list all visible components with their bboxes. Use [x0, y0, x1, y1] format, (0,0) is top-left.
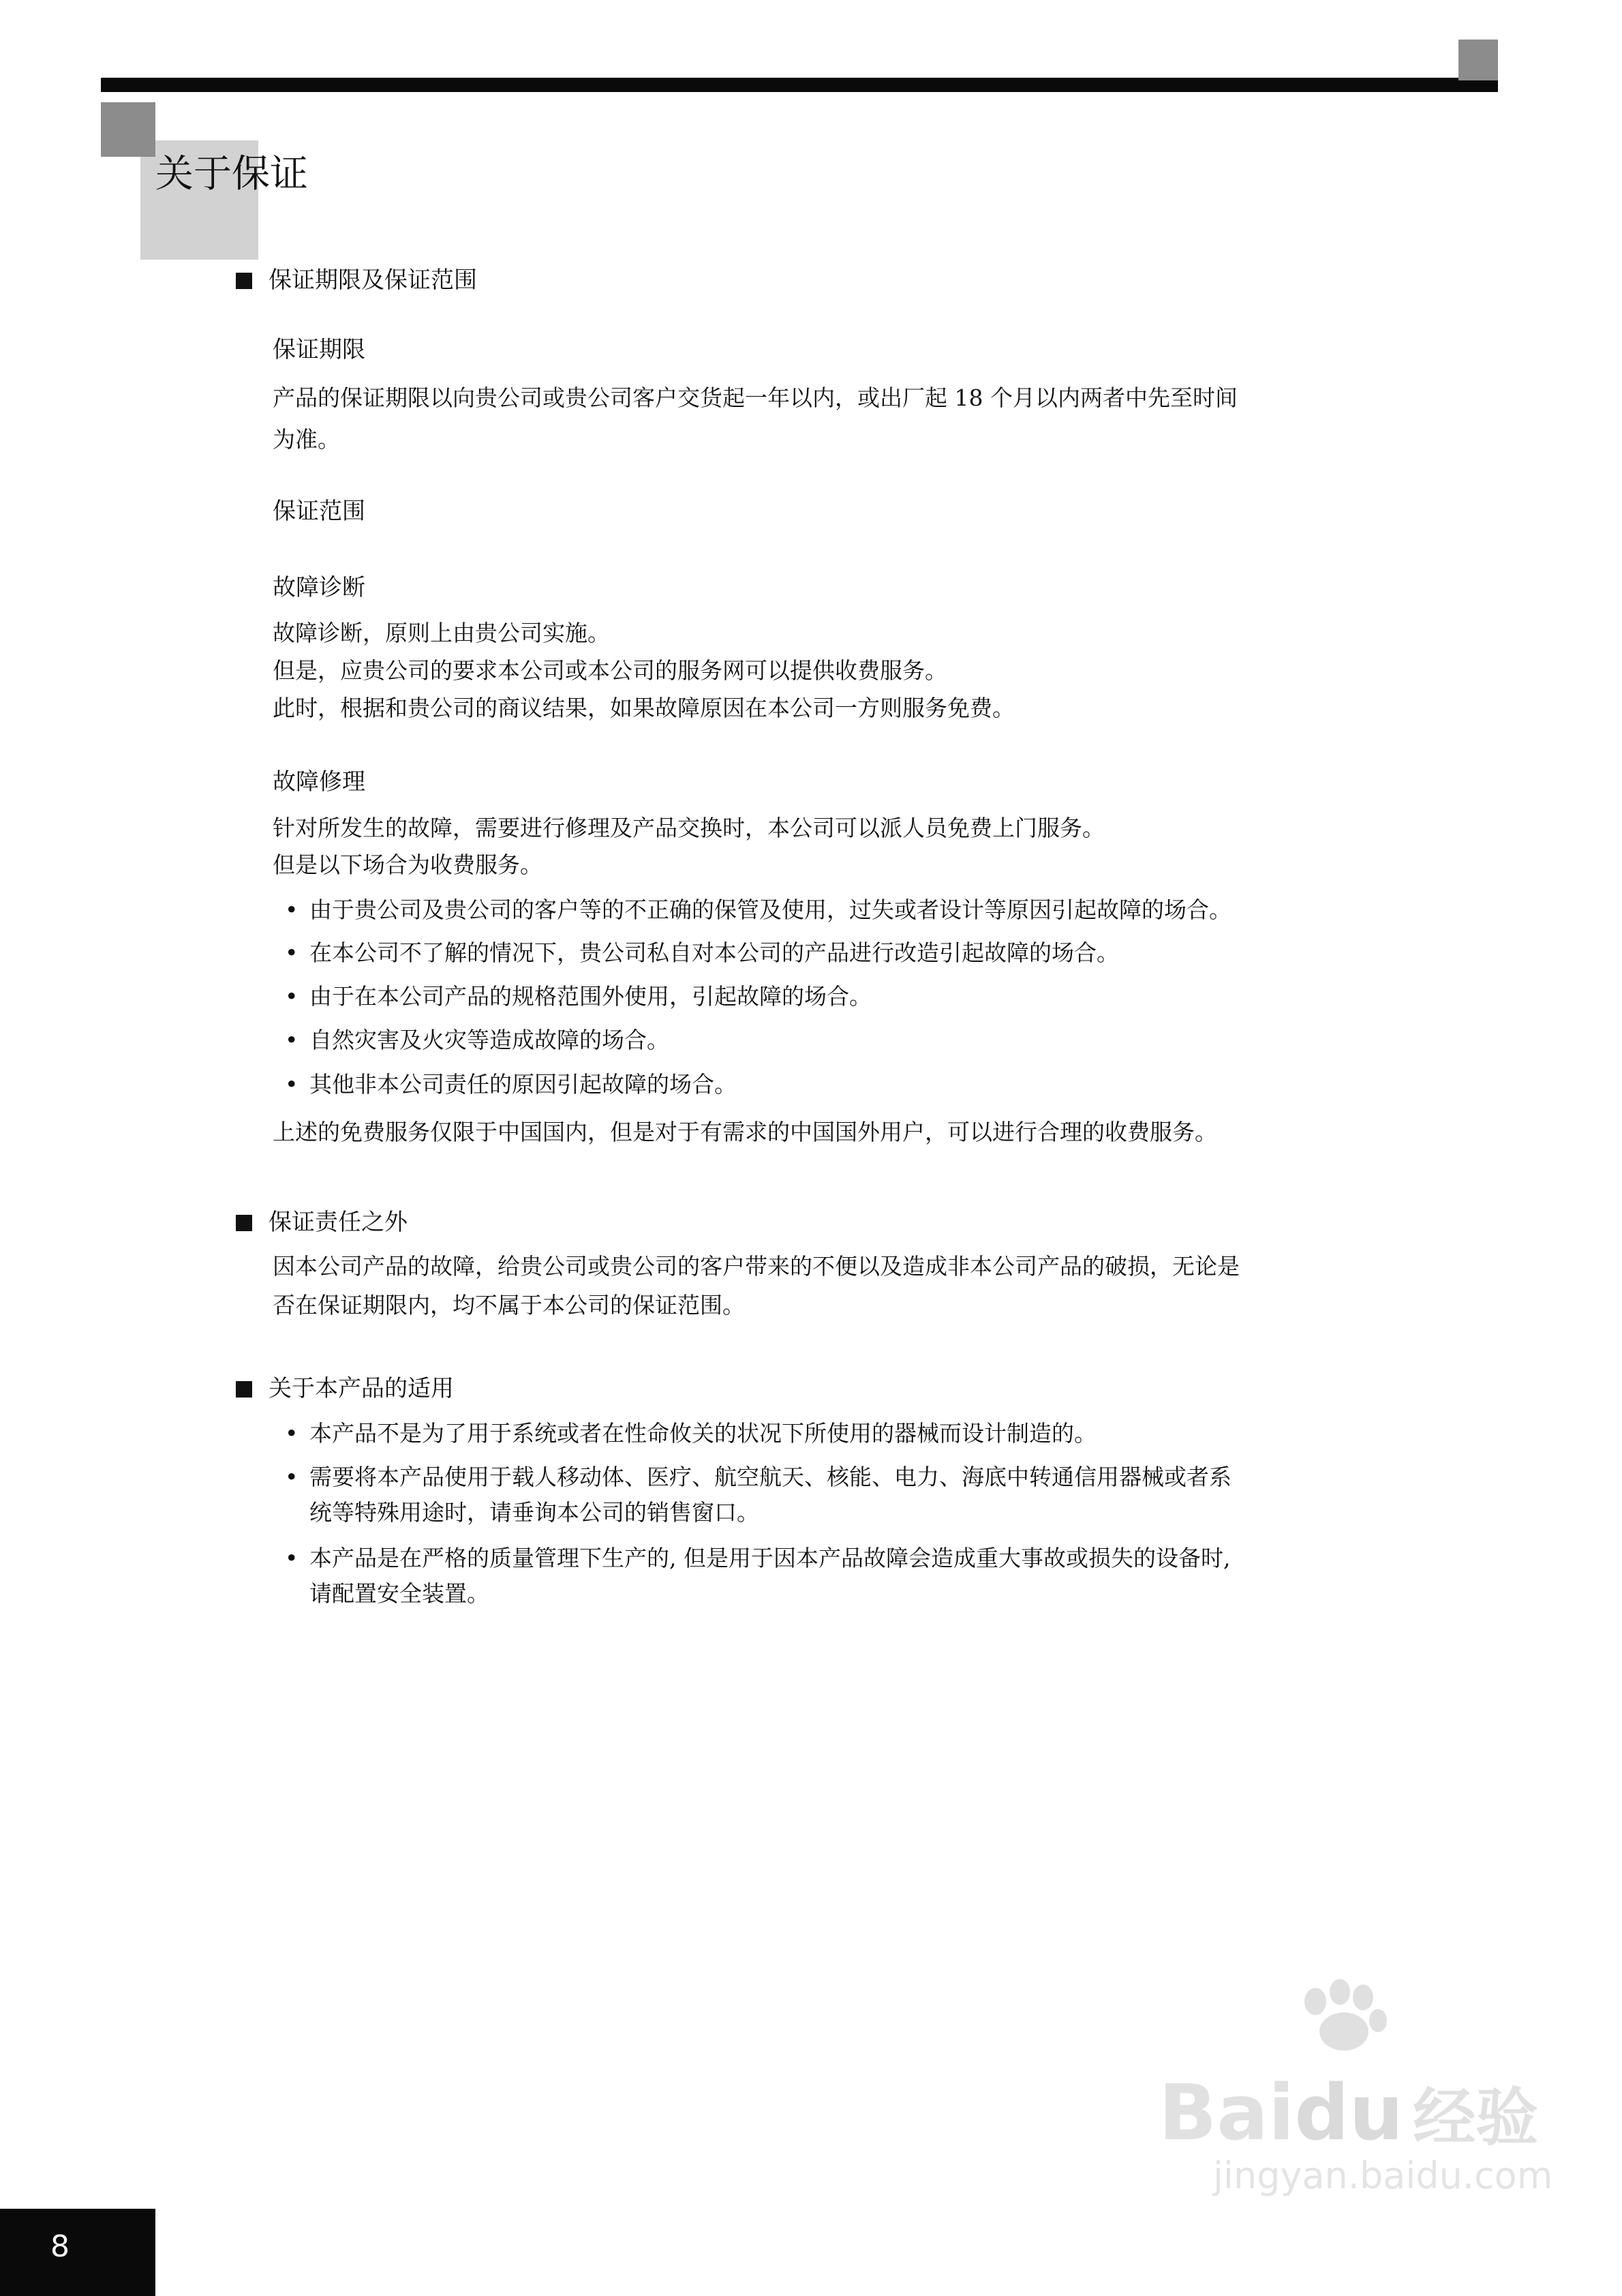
list-item-continuation: 请配置安全装置。 [309, 1580, 489, 1607]
list-item: • 自然灾害及火灾等造成故障的场合。 [285, 1019, 669, 1061]
list-item: • 需要将本产品使用于载人移动体、医疗、航空航天、核能、电力、海底中转通信用器械或者系 [285, 1456, 1231, 1498]
subheading-scope: 保证范围 [273, 498, 365, 525]
subheading-repair: 故障修理 [273, 768, 365, 796]
square-bullet-icon [236, 273, 252, 289]
bullet-dot: • [285, 1027, 299, 1053]
paragraph-line: 此时，根据和贵公司的商议结果，如果故障原因在本公司一方则服务免费。 [273, 695, 1015, 721]
bullet-dot: • [285, 939, 299, 966]
list-item: • 其他非本公司责任的原因引起故障的场合。 [285, 1063, 737, 1106]
list-item-continuation: 统等特殊用途时，请垂询本公司的销售窗口。 [309, 1499, 759, 1526]
paragraph-line: 为准。 [273, 426, 340, 453]
bullet-dot: • [285, 1071, 299, 1098]
baidu-watermark [1159, 1977, 1553, 2202]
paragraph-line: 否在保证期限内，均不属于本公司的保证范围。 [273, 1292, 745, 1318]
bullet-dot: • [285, 896, 299, 923]
bullet-dot: • [285, 983, 299, 1010]
header-corner-square [1458, 40, 1498, 80]
title-tab-dark [101, 102, 155, 157]
subheading-period: 保证期限 [273, 336, 365, 363]
list-item: • 本产品不是为了用于系统或者在性命攸关的状况下所使用的器械而设计制造的。 [285, 1413, 1097, 1455]
page-title: 关于保证 [155, 152, 308, 196]
section-heading-warranty: 保证期限及保证范围 [236, 265, 477, 295]
section-heading-applicability: 关于本产品的适用 [236, 1374, 454, 1404]
paragraph-line: 因本公司产品的故障，给贵公司或贵公司的客户带来的不便以及造成非本公司产品的破损，无论是 [273, 1253, 1240, 1280]
paragraph-line: 但是，应贵公司的要求本公司或本公司的服务网可以提供收费服务。 [273, 657, 947, 684]
header-rule [101, 78, 1498, 92]
bullet-dot: • [285, 1464, 299, 1490]
bullet-dot: • [285, 1420, 299, 1447]
paragraph-line: 上述的免费服务仅限于中国国内，但是对于有需求的中国国外用户，可以进行合理的收费服务。 [273, 1119, 1217, 1145]
list-item: • 在本公司不了解的情况下，贵公司私自对本公司的产品进行改造引起故障的场合。 [285, 932, 1119, 974]
list-item: • 由于贵公司及贵公司的客户等的不正确的保管及使用，过失或者设计等原因引起故障的场合。 [285, 889, 1231, 931]
paragraph-line: 针对所发生的故障，需要进行修理及产品交换时，本公司可以派人员免费上门服务。 [273, 815, 1105, 841]
subheading-diagnosis: 故障诊断 [273, 574, 365, 601]
bullet-dot: • [285, 1545, 299, 1571]
list-item: • 由于在本公司产品的规格范围外使用，引起故障的场合。 [285, 976, 872, 1018]
section-heading-exclusion: 保证责任之外 [236, 1207, 408, 1237]
paragraph-line: 故障诊断，原则上由贵公司实施。 [273, 620, 610, 646]
square-bullet-icon [236, 1215, 252, 1231]
paragraph-line: 产品的保证期限以向贵公司或贵公司客户交货起一年以内，或出厂起 18 个月以内两者中先至时间 [273, 384, 1238, 411]
watermark-url: jingyan.baidu.com [1213, 2154, 1553, 2197]
square-bullet-icon [236, 1381, 252, 1398]
page-number-box [0, 2209, 155, 2296]
page-number: 8 [50, 2229, 70, 2264]
watermark-brand: Baidu 经验 [1159, 2069, 1539, 2158]
list-item: • 本产品是在严格的质量管理下生产的, 但是用于因本产品故障会造成重大事故或损失的设备时, [285, 1537, 1230, 1580]
paragraph-line: 但是以下场合为收费服务。 [273, 851, 542, 878]
